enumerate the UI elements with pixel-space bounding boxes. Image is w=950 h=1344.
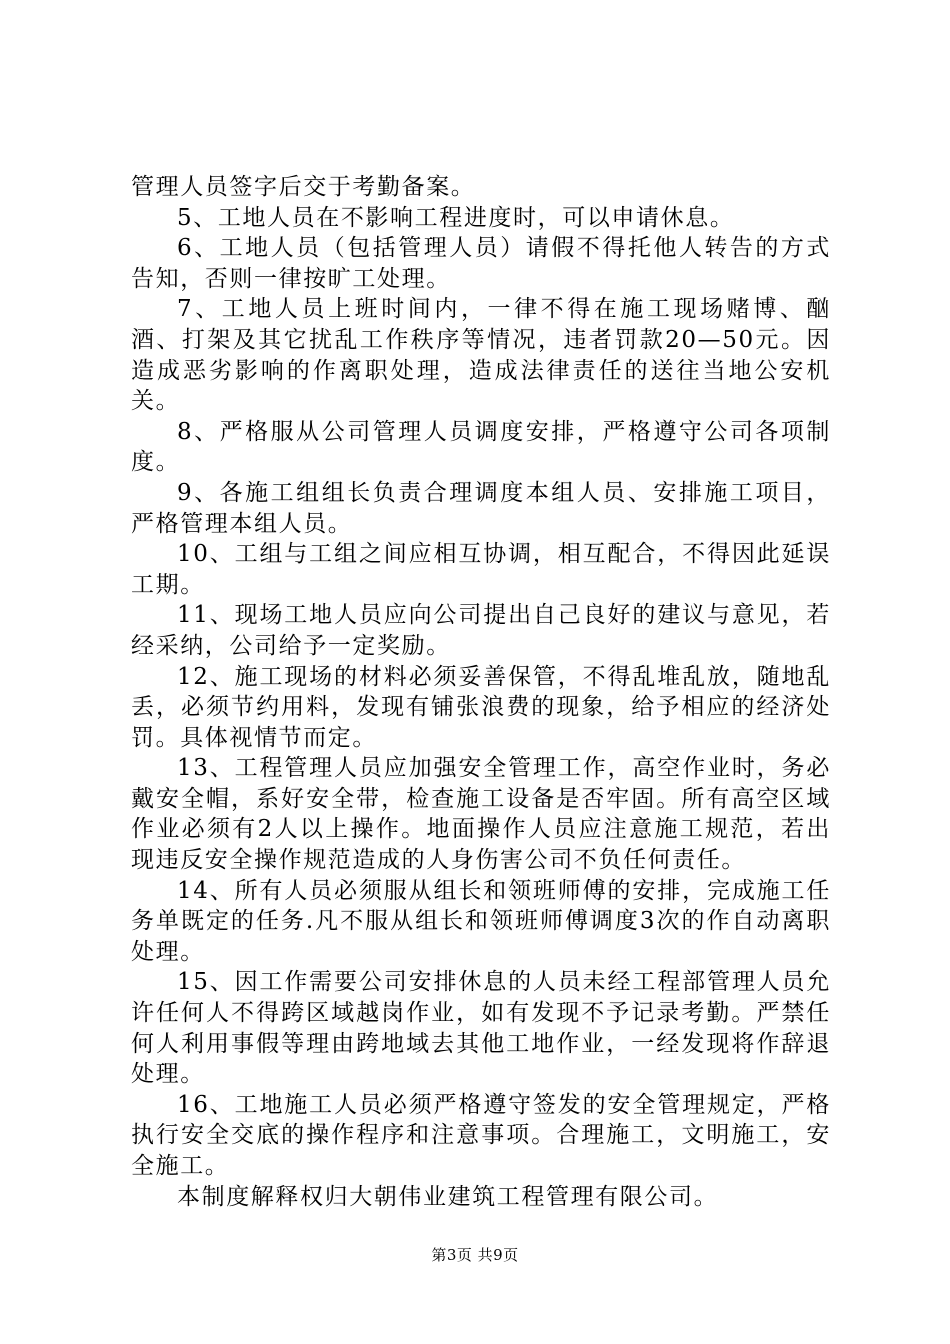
- paragraph: 12、施工现场的材料必须妥善保管，不得乱堆乱放，随地乱丢，必须节约用料，发现有铺张浪费的现象，给予相应的经济处罚。具体视情节而定。: [131, 663, 831, 751]
- paragraph: 13、工程管理人员应加强安全管理工作，高空作业时，务必戴安全帽，系好安全带，检查施工设备是否牢固。所有高空区域作业必须有2人以上操作。地面操作人员应注意施工规范，若出现违反安全操作规范造成的人身伤害公司不负任何责任。: [131, 755, 831, 874]
- paragraph: 15、因工作需要公司安排休息的人员未经工程部管理人员允许任何人不得跨区域越岗作业，如有发现不予记录考勤。严禁任何人利用事假等理由跨地域去其他工地作业，一经发现将作辞退处理。: [131, 969, 831, 1088]
- paragraph: 16、工地施工人员必须严格遵守签发的安全管理规定，严格执行安全交底的操作程序和注意事项。合理施工，文明施工，安全施工。: [131, 1091, 831, 1179]
- document-body: [131, 172, 831, 1212]
- paragraph: 9、各施工组组长负责合理调度本组人员、安排施工项目，严格管理本组人员。: [131, 479, 831, 537]
- paragraph: 本制度解释权归大朝伟业建筑工程管理有限公司。: [177, 1183, 719, 1210]
- paragraph: 管理人员签字后交于考勤备案。: [131, 174, 476, 200]
- paragraph: 14、所有人员必须服从组长和领班师傅的安排，完成施工任务单既定的任务.凡不服从组长和领班师傅调度3次的作自动离职处理。: [131, 877, 831, 965]
- page-number-footer: 第3页 共9页: [431, 1246, 519, 1264]
- paragraph: 6、工地人员（包括管理人员）请假不得托他人转告的方式告知，否则一律按旷工处理。: [131, 235, 831, 292]
- paragraph: 8、严格服从公司管理人员调度安排，严格遵守公司各项制度。: [131, 418, 831, 476]
- paragraph: 10、工组与工组之间应相互协调，相互配合，不得因此延误工期。: [131, 541, 831, 598]
- paragraph: 11、现场工地人员应向公司提出自己良好的建议与意见，若经采纳，公司给予一定奖励。: [131, 602, 831, 659]
- paragraph: 7、工地人员上班时间内，一律不得在施工现场赌博、酗酒、打架及其它扰乱工作秩序等情况，违者罚款20—50元。因造成恶劣影响的作离职处理，造成法律责任的送往当地公安机关。: [131, 296, 831, 415]
- paragraph: 5、工地人员在不影响工程进度时，可以申请休息。: [177, 204, 735, 231]
